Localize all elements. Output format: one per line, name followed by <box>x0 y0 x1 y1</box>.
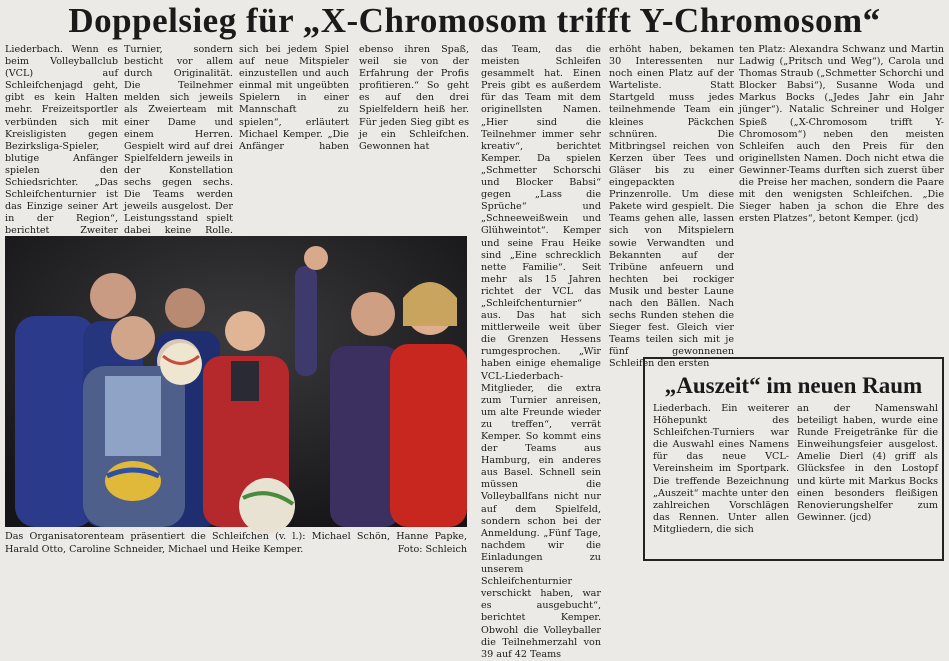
team-photo-illustration <box>5 236 467 527</box>
article-column-6 <box>739 44 944 352</box>
article-column-3 <box>239 44 469 224</box>
column-text: ten Platz: Alexandra Schwanz und Martin Ladwig („Pritsch und Weg“), Carola und Thomas Straub („Schmetter Schorchi und Blocker Babsi“), Susanne Woda und Markus Bocks („Jedes Jahr ein Jahr jünger“). Natalic Schreiner und Holger Spieß („X-Chromosom trifft Y-Chromosom“) neben den meisten Schleifen auch den Preis für den originellsten Namen. Doch nicht etwa die Gewinner-Teams durften sich zuerst über die Preise her machen, sondern die Paare mit den wenigsten Schleifchen. „Die Sieger haben ja schon die Ehre des ersten Platzes“, betont Kemper. (jcd) <box>739 44 944 225</box>
article-column-5 <box>609 44 734 370</box>
sidebar-column-2 <box>797 403 938 557</box>
article-column-4 <box>481 44 601 660</box>
article-headline: Doppelsieg für „X-Chromosom trifft Y-Chromosom“ <box>68 1 881 40</box>
volleyball-left <box>160 343 202 385</box>
column-text: das Team, das die meisten Schleifen gesammelt hat. Einen Preis gibt es außerdem für das Team mit dem originellsten Namen. „Hier sind die Teilnehmer immer sehr kreativ“, berichtet Kemper. Da spielen „Schmetter Schorschi und Blocker Babsi“ gegen „Lass die Sprüche“ und „Schneeweißwein und Glühweintot“. Kemper und seine Frau Heike sind „Eine schrecklich nette Familie“. Seit mehr als 15 Jahren richtet der VCL das „Schleifchenturnier“ aus. Das hat sich mittlerweile weit über die Grenzen Hessens rumgesprochen. „Wir haben einige ehemalige VCL-Liederbach-Mitglieder, die extra zum Turnier anreisen, um alte Freunde wieder zu treffen“, verrät Kemper. So kommt eins der Teams aus Hamburg, ein anderes aus Basel. Schnell sein müssen die Volleyballfans nicht nur auf dem Spielfeld, sondern schon bei der Anmeldung. „Fünf Tage, nachdem wir die Einladungen zu unserem Schleifchenturnier verschickt haben, war es ausgebucht“, berichtet Kemper. Obwohl die Volleyballer die Teilnehmerzahl von 39 auf 42 Teams <box>481 44 601 660</box>
caption-text: Das Organisatorenteam präsentiert die Schleifchen (v. l.): Michael Schön, Hanne Papke, Harald Otto, Caroline Schneider, Michael und Heike Kemper. <box>5 531 467 555</box>
column-text: sich bei jedem Spiel auf neue Mitspieler einzustellen und auch einmal mit ungeübten Spielern in einer Mannschaft zu spielen“, erläutert Michael Kemper. „Die Anfänger haben ebenso ihren Spaß, weil sie von der Erfahrung der Profis profitieren.“ So geht es auf den drei Spielfeldern heiß her. Für jeden Sieg gibt es je ein Schleifchen. Gewonnen hat <box>239 44 469 152</box>
sidebar-box <box>643 357 944 561</box>
column-text: Turnier, sondern besticht vor allem durch Originalität. Die Teilnehmer melden sich jeweils als Zweierteam mit einer Dame und einem Herren. Gespielt wird auf drei Spielfeldern jeweils in der Konstellation sechs gegen sechs. Die Teams werden jeweils ausgelost. Der Leistungsstand spielt dabei keine Rolle. <box>124 44 233 237</box>
article-column-2 <box>124 44 233 237</box>
photo-credit: Foto: Schleich <box>397 543 467 555</box>
team-photo <box>5 236 467 527</box>
sidebar-text: an der Namenswahl beteiligt haben, wurde eine Runde Freigetränke für die Einweihungsfeier ausgelost. Amelie Dierl (4) griff als Glücksfee in den Lostopf und kürte mit Markus Bocks einen besonders fleißigen Renovierungshelfer zum Gewinner. (jcd) <box>797 403 938 523</box>
column-text: erhöht haben, bekamen 30 Interessenten nur noch einen Platz auf der Warteliste. Statt Startgeld muss jedes teilnehmende Team ein kleines Päckchen schnüren. Die Mitbringsel reichen von Kerzen über Tees und Gläser bis zu einer eingepackten Prinzenrolle. Um diese Pakete wird gespielt. Die Teams gehen alle, lassen sich von Mitspielern sowie Verwandten und Bekannten auf der Tribüne anfeuern und hechten bei rockiger Musik und bester Laune nach den Bällen. Nach sechs Runden stehen die Sieger fest. Gleich vier Teams teilen sich mit je fünf gewonnenen Schleifen den ersten <box>609 44 734 370</box>
photo-caption <box>5 531 467 556</box>
sidebar-text: Liederbach. Ein weiterer Höhepunkt des Schleifchen-Turniers war die Auswahl eines Namens für das neue VCL-Vereinsheim im Sportpark. Die treffende Bezeichnung „Auszeit“ machte unter den zahlreichen Vorschlägen das Rennen. Unter allen Mitgliedern, die sich <box>653 403 789 535</box>
sidebar-column-1 <box>653 403 789 557</box>
sidebar-headline: „Auszeit“ im neuen Raum <box>664 373 923 398</box>
column-text: Liederbach. Wenn es beim Volleyballclub (VCL) auf Schleifchenjagd geht, gibt es kein Halten mehr. Freizeitsportler verbünden sich mit Kreisligisten gegen Bezirksliga-Spieler, blutige Anfänger spielen den Schiedsrichter. „Das Schleifchenturnier ist das Einzige seiner Art in der Region“, berichtet Zweiter <box>5 44 118 237</box>
article-column-1 <box>5 44 118 237</box>
